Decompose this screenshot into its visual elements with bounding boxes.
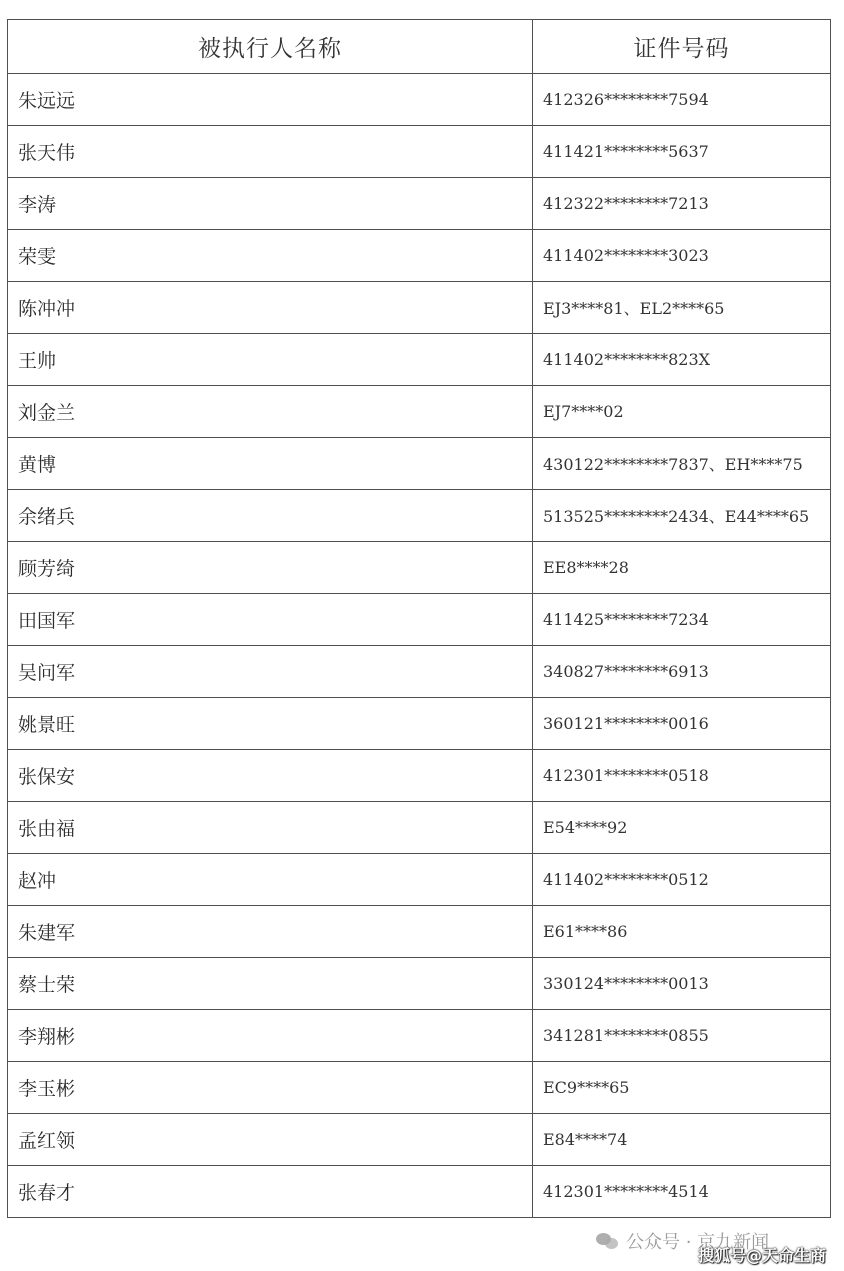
cell-name: 朱远远 [8,74,533,126]
cell-id-number: EE8****28 [533,542,831,594]
cell-id-number: EJ7****02 [533,386,831,438]
cell-id-number: 411402********0512 [533,854,831,906]
cell-name: 陈冲冲 [8,282,533,334]
cell-name: 余绪兵 [8,490,533,542]
table-row [8,1166,831,1218]
sohu-watermark-text: 搜狐号@天命生商 [698,1246,827,1265]
cell-id-number: 412301********4514 [533,1166,831,1218]
cell-id-number: EC9****65 [533,1062,831,1114]
cell-id-number: 513525********2434、E44****65 [533,490,831,542]
table-row [8,230,831,282]
cell-name: 朱建军 [8,906,533,958]
table-row [8,178,831,230]
cell-name: 蔡士荣 [8,958,533,1010]
watermark [596,1224,836,1268]
header-id-number: 证件号码 [533,20,831,74]
table-row [8,958,831,1010]
table-row [8,542,831,594]
header-name: 被执行人名称 [8,20,533,74]
cell-id-number: 412326********7594 [533,74,831,126]
cell-id-number: 411402********3023 [533,230,831,282]
table-row [8,126,831,178]
wechat-icon [596,1231,620,1251]
table-row [8,1010,831,1062]
table-body [8,74,831,1218]
table-row [8,854,831,906]
cell-name: 田国军 [8,594,533,646]
enforcement-list-table-container [7,19,830,1218]
cell-id-number: E54****92 [533,802,831,854]
table-row [8,438,831,490]
cell-id-number: EJ3****81、EL2****65 [533,282,831,334]
cell-name: 赵冲 [8,854,533,906]
cell-id-number: E61****86 [533,906,831,958]
table-row [8,282,831,334]
table-row [8,334,831,386]
cell-name: 姚景旺 [8,698,533,750]
cell-name: 李玉彬 [8,1062,533,1114]
cell-name: 张保安 [8,750,533,802]
cell-id-number: 411421********5637 [533,126,831,178]
table-row [8,594,831,646]
cell-id-number: 430122********7837、EH****75 [533,438,831,490]
table-header-row [8,20,831,74]
cell-name: 吴问军 [8,646,533,698]
table-row [8,1114,831,1166]
table-row [8,906,831,958]
cell-name: 刘金兰 [8,386,533,438]
cell-id-number: 412322********7213 [533,178,831,230]
table-row [8,1062,831,1114]
cell-name: 王帅 [8,334,533,386]
cell-name: 黄博 [8,438,533,490]
cell-id-number: 412301********0518 [533,750,831,802]
cell-name: 李翔彬 [8,1010,533,1062]
table-row [8,646,831,698]
enforcement-list-table [7,19,831,1218]
cell-name: 顾芳绮 [8,542,533,594]
cell-id-number: 411425********7234 [533,594,831,646]
cell-id-number: 330124********0013 [533,958,831,1010]
table-row [8,490,831,542]
cell-id-number: 340827********6913 [533,646,831,698]
table-row [8,698,831,750]
table-row [8,750,831,802]
table-row [8,74,831,126]
cell-name: 张天伟 [8,126,533,178]
cell-id-number: 411402********823X [533,334,831,386]
wechat-watermark-text: 公众号 · 京九新闻 [626,1232,770,1253]
cell-id-number: 341281********0855 [533,1010,831,1062]
cell-id-number: 360121********0016 [533,698,831,750]
cell-name: 孟红领 [8,1114,533,1166]
cell-name: 张春才 [8,1166,533,1218]
cell-name: 荣雯 [8,230,533,282]
table-row [8,802,831,854]
cell-name: 张由福 [8,802,533,854]
cell-id-number: E84****74 [533,1114,831,1166]
cell-name: 李涛 [8,178,533,230]
table-row [8,386,831,438]
